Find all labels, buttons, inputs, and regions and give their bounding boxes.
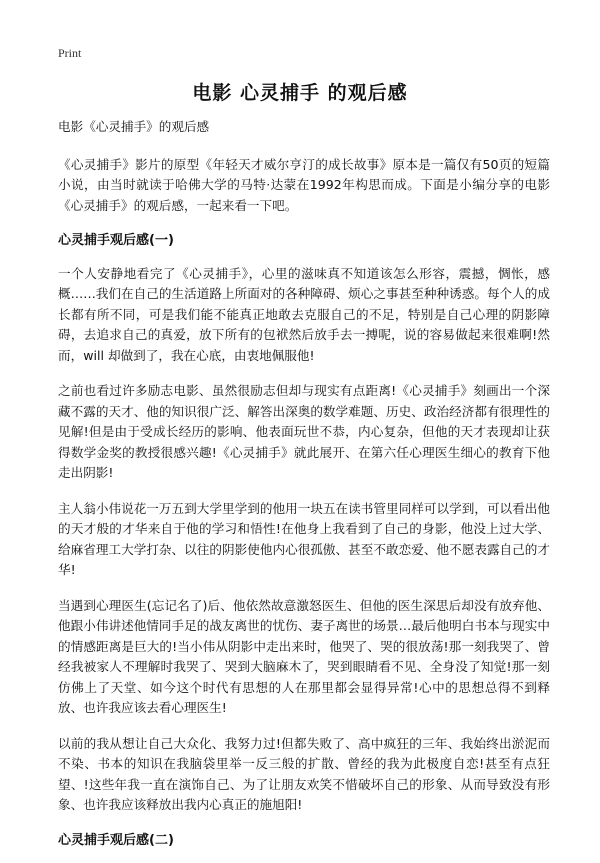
paragraph: 主人翁小伟说花一万五到大学里学到的他用一块五在读书管里同样可以学到，可以看出他的天才般的才华来自于他的学习和悟性!在他身上我看到了自己的身影，他没上过大学、给麻省理工大学打杂、以往的阴影使他内心很孤傲、甚至不敢恋爱、他不愿表露自己的才华! xyxy=(58,500,550,577)
section-heading-1: 心灵捕手观后感(一) xyxy=(58,233,174,248)
paragraph: 以前的我从想让自己大众化、我努力过!但都失败了、高中疯狂的三年、我始终出淤泥而不染、书本的知识在我脑袋里举一反三般的扩散、曾经的我为此极度自恋!甚至有点狂望、!这些年我一直在演饰自己、为了让朋友欢笑不惜破坏自己的形象、从而导致没有形象、也许我应该释放出我内心真正的施旭阳! xyxy=(58,735,550,812)
section-heading-2: 心灵捕手观后感(二) xyxy=(58,832,174,848)
page-title: 电影 心灵捕手 的观后感 xyxy=(192,82,408,104)
paragraph: 当遇到心理医生(忘记名了)后、他依然故意激怒医生、但他的医生深思后却没有放弃他、他跟小伟讲述他情同手足的战友离世的忧伤、妻子离世的场景…最后他明白书本与现实中的情感距离是巨大的!当小伟从阴影中走出来时，他哭了、哭的很放荡!那一刻我哭了、曾经我被家人不理解时我哭了、哭到大脑麻木了，哭到眼睛看不见、全身没了知觉!那一刻仿佛上了天堂、如今这个时代有思想的人在那里都会显得异常!心中的思想总得不到释放、也许我应该去看心理医生! xyxy=(58,597,550,715)
intro-paragraph: 《心灵捕手》影片的原型《年轻天才威尔亨汀的成长故事》原本是一篇仅有50页的短篇小说，由当时就读于哈佛大学的马特·达蒙在1992年构思而成。下面是小编分享的电影《心灵捕手》的观后感，一起来看一下吧。 xyxy=(58,156,550,213)
print-link[interactable]: Print xyxy=(58,46,82,60)
paragraph: 一个人安静地看完了《心灵捕手》，心里的滋味真不知道该怎么形容，震撼，惆怅，感概……我们在自己的生活道路上所面对的各种障碍、烦心之事甚至种种诱惑。每个人的成长都有所不同，可是我们能不能真正地敢去克服自己的不足，特别是自己心理的阴影障碍，去追求自己的真爱，放下所有的包袱然后放手去一搏呢，说的容易做起来很难啊!然而，will 却做到了，我在心底，由衷地佩服他! xyxy=(58,265,550,363)
article-subtitle: 电影《心灵捕手》的观后感 xyxy=(58,119,210,134)
paragraph: 之前也看过许多励志电影、虽然很励志但却与现实有点距离!《心灵捕手》刻画出一个深藏不露的天才、他的知识很广泛、解答出深奥的数学难题、历史、政治经济都有很理性的见解!但是由于受成长经历的影响、他表面玩世不恭，内心复杂，但他的天才表现却让获得数学金奖的教授很感兴趣!《心灵捕手》就此展开、在第六任心理医生细心的教育下他走出阴影! xyxy=(58,383,550,480)
article-body xyxy=(58,117,550,863)
